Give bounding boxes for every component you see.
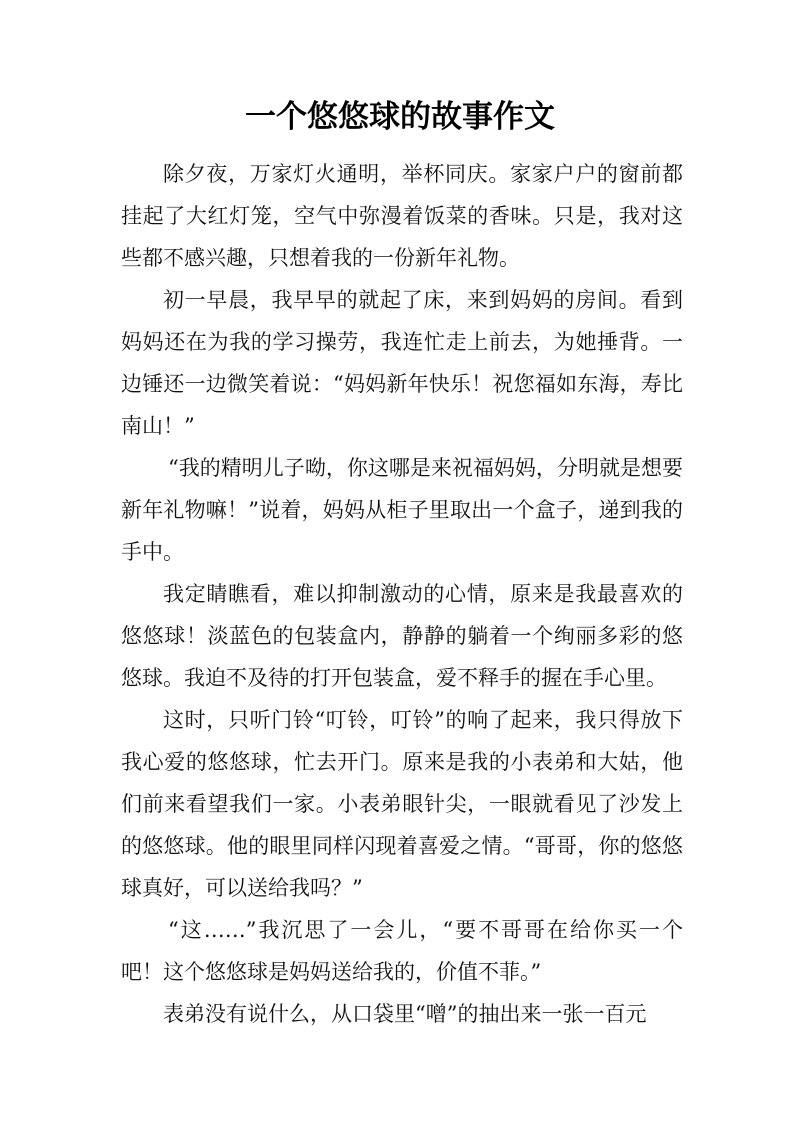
paragraph-6: “这……”我沉思了一会儿，“要不哥哥在给你买一个吧！这个悠悠球是妈妈送给我的，价值不菲。”	[121, 918, 683, 984]
paragraph-7: 表弟没有说什么，从口袋里“噌”的抽出来一张一百元	[163, 1002, 647, 1026]
paragraph-2: 初一早晨，我早早的就起了床，来到妈妈的房间。看到妈妈还在为我的学习操劳，我连忙走上前去，为她捶背。一边锤还一边微笑着说：“妈妈新年快乐！祝您福如东海，寿比南山！”	[121, 288, 683, 438]
paragraph-5: 这时，只听门铃“叮铃，叮铃”的响了起来，我只得放下我心爱的悠悠球，忙去开门。原来是我的小表弟和大姑，他们前来看望我们一家。小表弟眼针尖，一眼就看见了沙发上的悠悠球。他的眼里同样闪现着喜爱之情。“哥哥，你的悠悠球真好，可以送给我吗？”	[121, 708, 683, 900]
essay-body	[121, 153, 683, 1035]
paragraph-3: “我的精明儿子呦，你这哪是来祝福妈妈，分明就是想要新年礼物嘛！”说着，妈妈从柜子里取出一个盒子，递到我的手中。	[121, 456, 683, 564]
document-title: 一个悠悠球的故事作文	[245, 99, 555, 135]
paragraph-4: 我定睛瞧看，难以抑制激动的心情，原来是我最喜欢的悠悠球！淡蓝色的包装盒内，静静的躺着一个绚丽多彩的悠悠球。我迫不及待的打开包装盒，爱不释手的握在手心里。	[121, 582, 683, 690]
paragraph-1: 除夕夜，万家灯火通明，举杯同庆。家家户户的窗前都挂起了大红灯笼，空气中弥漫着饭菜的香味。只是，我对这些都不感兴趣，只想着我的一份新年礼物。	[121, 162, 683, 270]
